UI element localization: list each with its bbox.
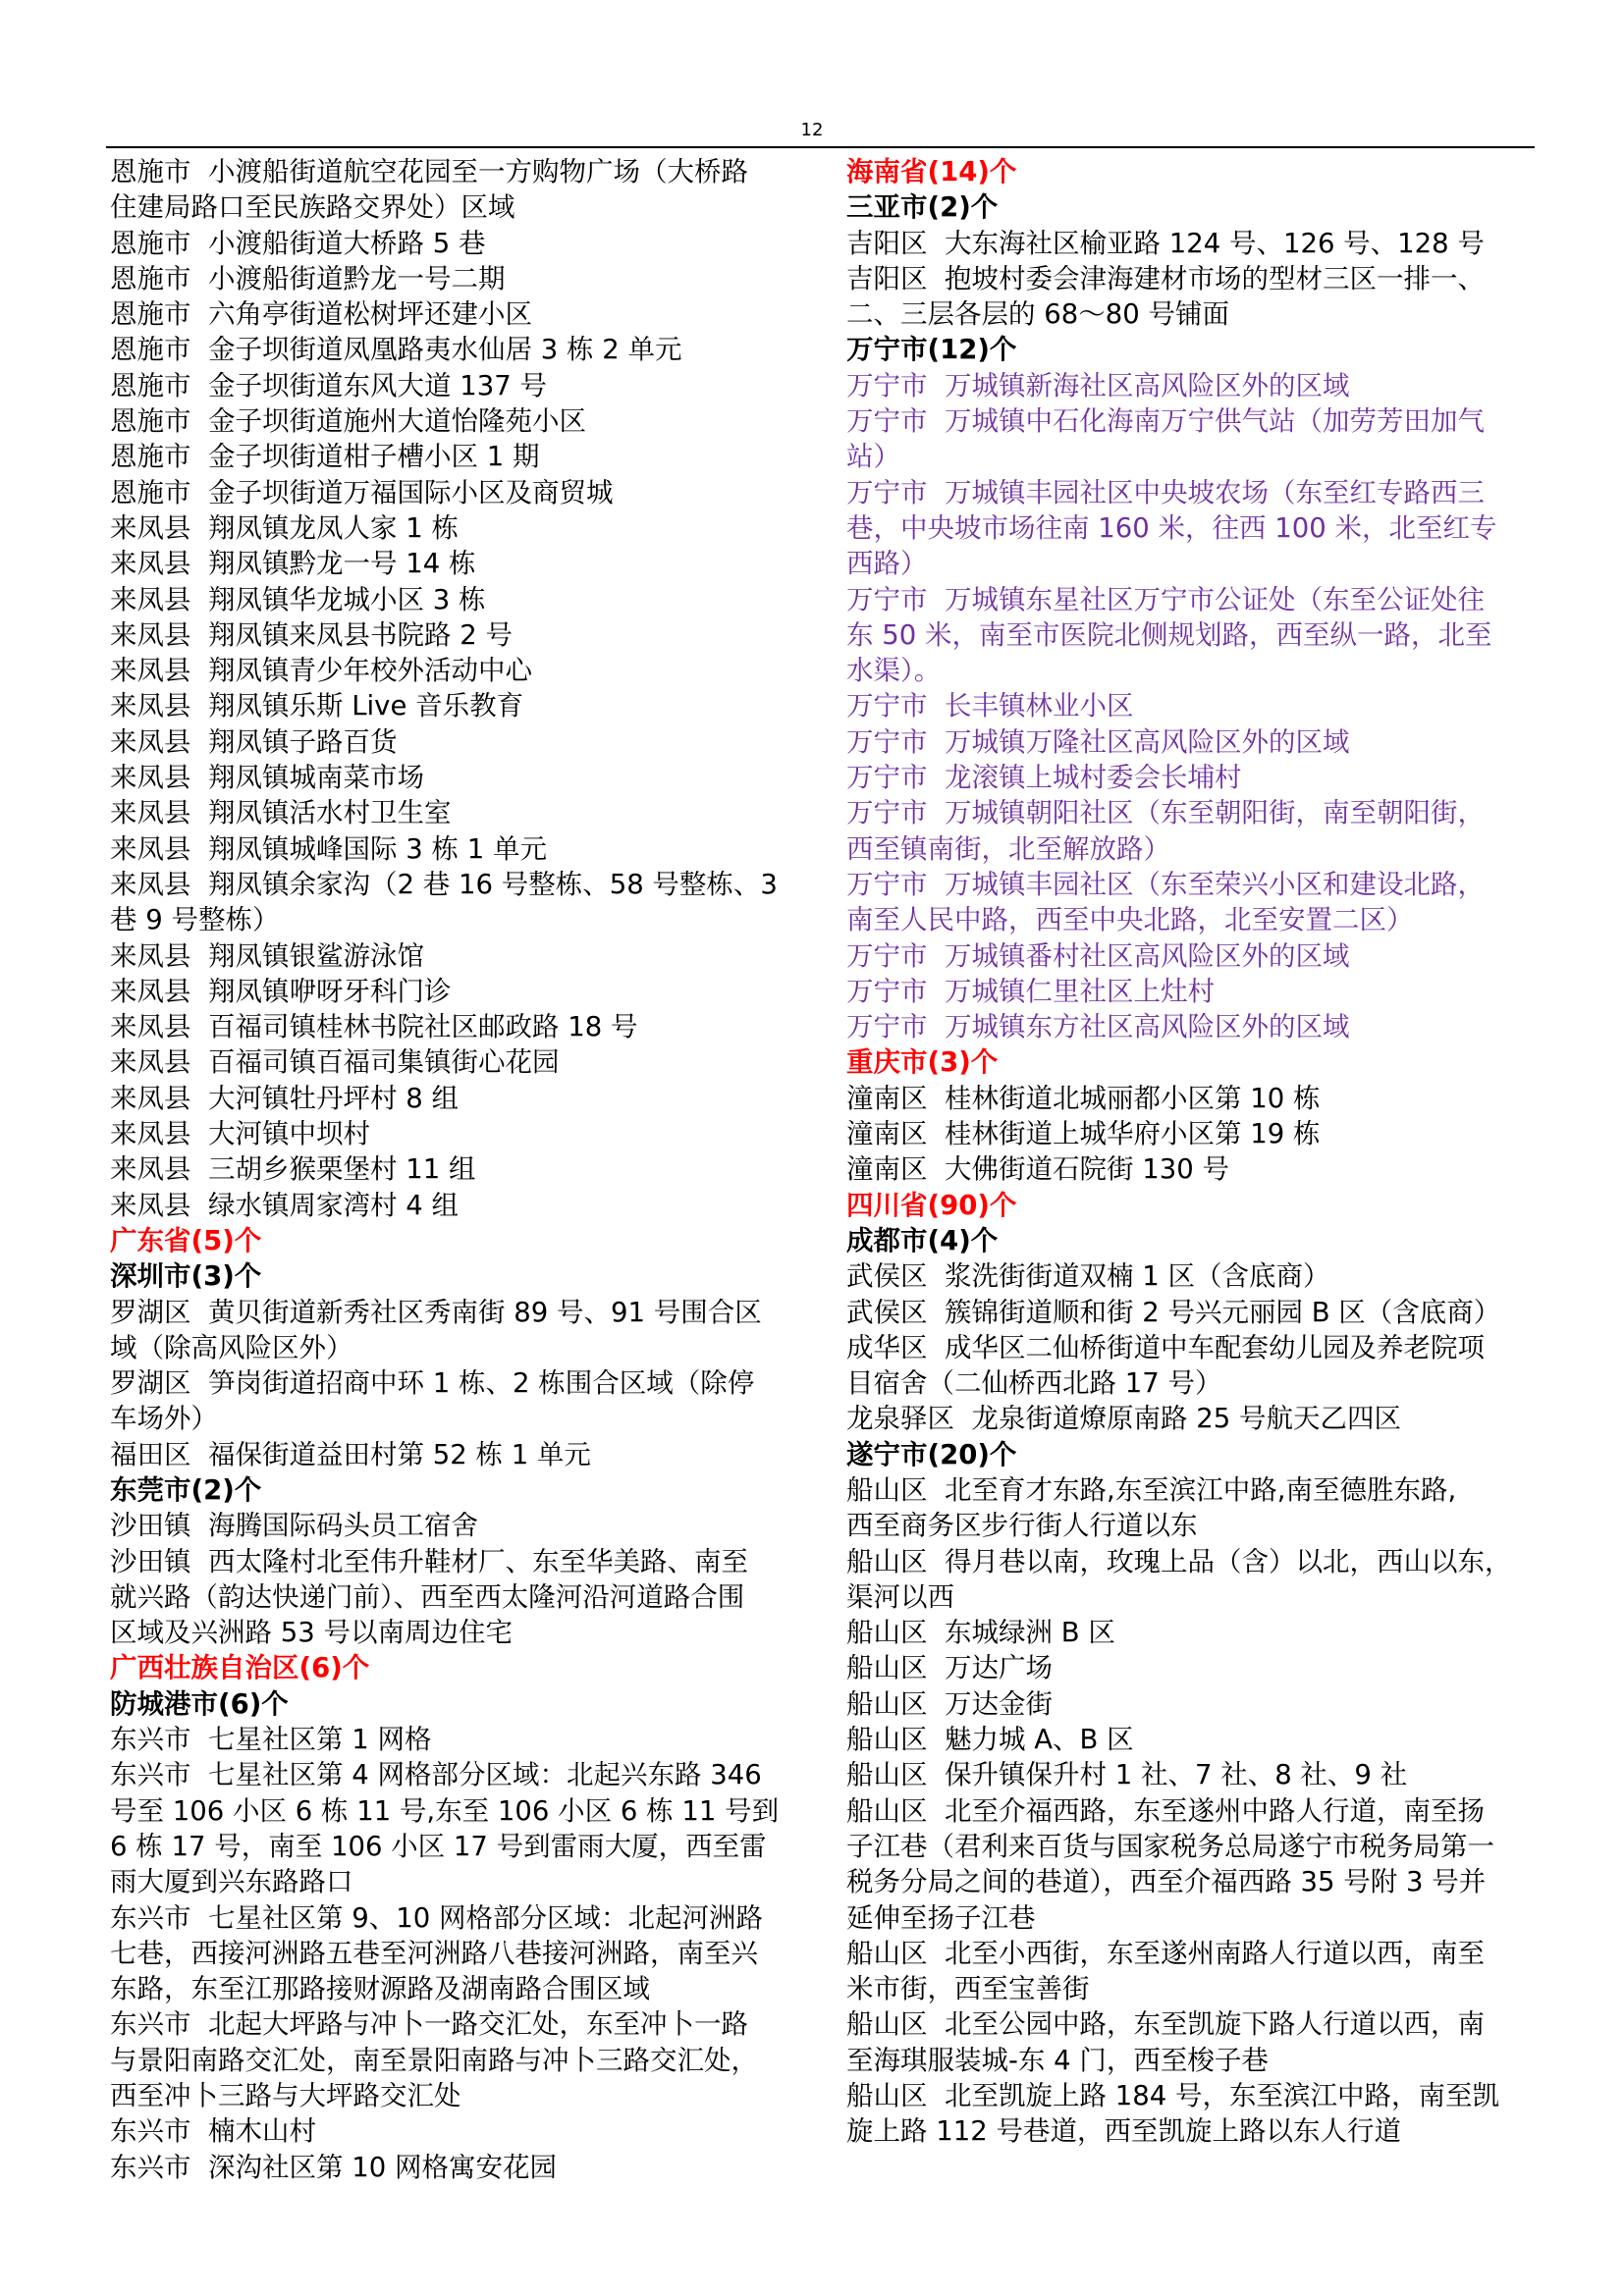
location-line: 来凤县 翔凤镇子路百货	[110, 725, 398, 758]
location-line: 东兴市 七星社区第 1 网格	[110, 1724, 432, 1756]
right-column	[846, 154, 1540, 2150]
page-number: 12	[800, 120, 824, 140]
location-line: 来凤县 翔凤镇来凤县书院路 2 号	[110, 618, 513, 651]
location-line: 子江巷（君利来百货与国家税务总局遂宁市税务局第一	[846, 1830, 1494, 1862]
location-line: 来凤县 绿水镇周家湾村 4 组	[110, 1189, 459, 1221]
location-line: 来凤县 翔凤镇活水村卫生室	[110, 797, 452, 829]
location-line: 来凤县 大河镇中坝村	[110, 1118, 370, 1150]
location-line: 来凤县 三胡乡猴栗堡村 11 组	[110, 1153, 476, 1186]
location-line-highlighted: 西至镇南街，北至解放路）	[846, 832, 1170, 865]
location-line: 船山区 魅力城 A、B 区	[846, 1724, 1134, 1756]
province-heading: 海南省(14)个	[846, 156, 1017, 187]
location-line: 潼南区 大佛街道石院街 130 号	[846, 1153, 1229, 1186]
location-line: 东兴市 深沟社区第 10 网格寓安花园	[110, 2151, 557, 2183]
location-line: 罗湖区 黄贝街道新秀社区秀南街 89 号、91 号围合区	[110, 1296, 762, 1328]
location-line: 车场外）	[110, 1403, 218, 1435]
location-line: 来凤县 百福司镇百福司集镇街心花园	[110, 1046, 560, 1079]
location-line: 罗湖区 笋岗街道招商中环 1 栋、2 栋围合区域（除停	[110, 1367, 755, 1400]
location-line: 沙田镇 海腾国际码头员工宿舍	[110, 1510, 478, 1542]
location-line: 船山区 万达广场	[846, 1652, 1053, 1684]
location-line: 住建局路口至民族路交界处）区域	[110, 191, 515, 224]
location-line: 就兴路（韵达快递门前）、西至西太隆河沿河道路合围	[110, 1580, 745, 1613]
location-line: 吉阳区 抱坡村委会津海建材市场的型材三区一排一、	[846, 262, 1485, 294]
location-line: 域（除高风险区外）	[110, 1331, 353, 1363]
location-line: 东兴市 七星社区第 9、10 网格部分区域：北起河洲路	[110, 1901, 763, 1934]
location-line: 恩施市 六角亭街道松树坪还建小区	[110, 298, 532, 331]
location-line: 来凤县 翔凤镇城南菜市场	[110, 762, 424, 794]
city-heading: 遂宁市(20)个	[846, 1438, 1017, 1470]
header-rule	[106, 146, 1535, 148]
location-line: 来凤县 百福司镇桂林书院社区邮政路 18 号	[110, 1011, 638, 1043]
location-line-highlighted: 万宁市 万城镇丰园社区中央坡农场（东至红专路西三	[846, 476, 1485, 508]
location-line: 区域及兴洲路 53 号以南周边住宅	[110, 1617, 513, 1649]
location-line: 东兴市 七星社区第 4 网格部分区域：北起兴东路 346	[110, 1759, 762, 1791]
location-line: 巷 9 号整栋）	[110, 904, 280, 936]
location-line: 船山区 保升镇保升村 1 社、7 社、8 社、9 社	[846, 1759, 1408, 1791]
location-line-highlighted: 万宁市 万城镇朝阳社区（东至朝阳街，南至朝阳街，	[846, 797, 1485, 829]
location-line: 恩施市 金子坝街道东风大道 137 号	[110, 369, 547, 401]
location-line: 船山区 北至育才东路,东至滨江中路,南至德胜东路,	[846, 1473, 1457, 1506]
location-line-highlighted: 万宁市 龙滚镇上城村委会长埔村	[846, 762, 1242, 794]
location-line: 船山区 北至介福西路，东至遂州中路人行道，南至扬	[846, 1794, 1485, 1827]
location-line: 旋上路 112 号巷道，西至凯旋上路以东人行道	[846, 2115, 1401, 2148]
location-line: 龙泉驿区 龙泉街道燎原南路 25 号航天乙四区	[846, 1403, 1401, 1435]
location-line-highlighted: 万宁市 万城镇新海社区高风险区外的区域	[846, 369, 1350, 401]
location-line: 来凤县 大河镇牡丹坪村 8 组	[110, 1082, 459, 1114]
location-line: 武侯区 簇锦街道顺和街 2 号兴元丽园 B 区（含底商）	[846, 1296, 1501, 1328]
location-line: 东路，东至江那路接财源路及湖南路合围区域	[110, 1973, 650, 2005]
location-line-highlighted: 万宁市 万城镇番村社区高风险区外的区域	[846, 939, 1350, 972]
location-line: 来凤县 翔凤镇银鲨游泳馆	[110, 939, 424, 972]
location-line: 船山区 北至小西街，东至遂州南路人行道以西，南至	[846, 1937, 1485, 1969]
location-line-highlighted: 东 50 米，南至市医院北侧规划路，西至纵一路，北至	[846, 618, 1492, 651]
left-column	[110, 154, 795, 2185]
location-line: 武侯区 浆洗街街道双楠 1 区（含底商）	[846, 1260, 1330, 1293]
location-line-highlighted: 万宁市 万城镇东星社区万宁市公证处（东至公证处往	[846, 583, 1485, 615]
province-heading: 四川省(90)个	[846, 1189, 1017, 1221]
location-line: 雨大厦到兴东路路口	[110, 1866, 353, 1898]
location-line: 来凤县 翔凤镇龙凤人家 1 栋	[110, 511, 459, 544]
location-line-highlighted: 水渠）。	[846, 655, 942, 687]
location-line: 沙田镇 西太隆村北至伟升鞋材厂、东至华美路、南至	[110, 1545, 748, 1577]
location-line-highlighted: 万宁市 万城镇仁里社区上灶村	[846, 975, 1215, 1007]
location-line-highlighted: 站）	[846, 441, 900, 473]
location-line: 西至冲卜三路与大坪路交汇处	[110, 2080, 461, 2112]
location-line-highlighted: 万宁市 万城镇万隆社区高风险区外的区域	[846, 725, 1350, 758]
location-line: 号至 106 小区 6 栋 11 号,东至 106 小区 6 栋 11 号到	[110, 1794, 780, 1827]
location-line: 恩施市 小渡船街道黔龙一号二期	[110, 262, 506, 294]
location-line: 福田区 福保街道益田村第 52 栋 1 单元	[110, 1438, 591, 1470]
location-line: 来凤县 翔凤镇咿呀牙科门诊	[110, 975, 452, 1007]
location-line: 与景阳南路交汇处，南至景阳南路与冲卜三路交汇处，	[110, 2044, 758, 2076]
city-heading: 东莞市(2)个	[110, 1473, 262, 1506]
location-line: 渠河以西	[846, 1580, 954, 1613]
location-line: 西至商务区步行街人行道以东	[846, 1510, 1198, 1542]
location-line: 6 栋 17 号，南至 106 小区 17 号到雷雨大厦，西至雷	[110, 1830, 767, 1862]
location-line: 船山区 北至公园中路，东至凯旋下路人行道以西，南	[846, 2008, 1485, 2041]
location-line: 来凤县 翔凤镇黔龙一号 14 栋	[110, 548, 476, 580]
location-line: 东兴市 楠木山村	[110, 2115, 316, 2148]
province-heading: 广西壮族自治区(6)个	[110, 1652, 370, 1684]
city-heading: 深圳市(3)个	[110, 1260, 262, 1293]
location-line: 恩施市 金子坝街道施州大道怡隆苑小区	[110, 405, 586, 438]
location-line-highlighted: 万宁市 万城镇丰园社区（东至荣兴小区和建设北路，	[846, 868, 1485, 900]
location-line: 税务分局之间的巷道），西至介福西路 35 号附 3 号并	[846, 1866, 1487, 1898]
location-line-highlighted: 万宁市 长丰镇林业小区	[846, 690, 1134, 722]
city-heading: 成都市(4)个	[846, 1224, 999, 1256]
location-line: 吉阳区 大东海社区榆亚路 124 号、126 号、128 号	[846, 227, 1485, 259]
location-line-highlighted: 巷，中央坡市场往南 160 米，往西 100 米，北至红专	[846, 511, 1497, 544]
location-line: 船山区 北至凯旋上路 184 号，东至滨江中路，南至凯	[846, 2080, 1499, 2112]
location-line: 恩施市 金子坝街道凤凰路夷水仙居 3 栋 2 单元	[110, 334, 682, 366]
location-line: 恩施市 金子坝街道柑子槽小区 1 期	[110, 441, 540, 473]
location-line: 二、三层各层的 68～80 号铺面	[846, 298, 1229, 331]
location-line: 船山区 东城绿洲 B 区	[846, 1617, 1115, 1649]
location-line: 延伸至扬子江巷	[846, 1901, 1036, 1934]
location-line: 至海琪服装城-东 4 门，西至梭子巷	[846, 2044, 1269, 2076]
city-heading: 三亚市(2)个	[846, 191, 999, 224]
location-line-highlighted: 南至人民中路，西至中央北路，北至安置二区）	[846, 904, 1414, 936]
province-heading: 重庆市(3)个	[846, 1046, 999, 1079]
location-line: 船山区 万达金街	[846, 1687, 1053, 1720]
location-line: 来凤县 翔凤镇华龙城小区 3 栋	[110, 583, 486, 615]
location-line: 来凤县 翔凤镇乐斯 Live 音乐教育	[110, 690, 524, 722]
location-line-highlighted: 万宁市 万城镇中石化海南万宁供气站（加劳芳田加气	[846, 405, 1485, 438]
location-line: 来凤县 翔凤镇城峰国际 3 栋 1 单元	[110, 832, 547, 865]
location-line: 成华区 成华区二仙桥街道中车配套幼儿园及养老院项	[846, 1331, 1485, 1363]
city-heading: 万宁市(12)个	[846, 334, 1017, 366]
location-line: 潼南区 桂林街道北城丽都小区第 10 栋	[846, 1082, 1321, 1114]
province-heading: 广东省(5)个	[110, 1224, 262, 1256]
location-line: 来凤县 翔凤镇青少年校外活动中心	[110, 655, 532, 687]
location-line: 恩施市 金子坝街道万福国际小区及商贸城	[110, 476, 614, 508]
city-heading: 防城港市(6)个	[110, 1687, 289, 1720]
location-line: 东兴市 北起大坪路与冲卜一路交汇处，东至冲卜一路	[110, 2008, 748, 2041]
location-line-highlighted: 西路）	[846, 548, 928, 580]
location-line: 目宿舍（二仙桥西北路 17 号）	[846, 1367, 1222, 1400]
location-line: 恩施市 小渡船街道大桥路 5 巷	[110, 227, 486, 259]
location-line: 潼南区 桂林街道上城华府小区第 19 栋	[846, 1118, 1321, 1150]
location-line: 来凤县 翔凤镇余家沟（2 巷 16 号整栋、58 号整栋、3	[110, 868, 778, 900]
location-line: 船山区 得月巷以南，玫瑰上品（含）以北，西山以东，	[846, 1545, 1512, 1577]
location-line: 七巷，西接河洲路五巷至河洲路八巷接河洲路，南至兴	[110, 1937, 758, 1969]
location-line-highlighted: 万宁市 万城镇东方社区高风险区外的区域	[846, 1011, 1350, 1043]
location-line: 米市街，西至宝善街	[846, 1973, 1090, 2005]
location-line: 恩施市 小渡船街道航空花园至一方购物广场（大桥路	[110, 156, 748, 187]
